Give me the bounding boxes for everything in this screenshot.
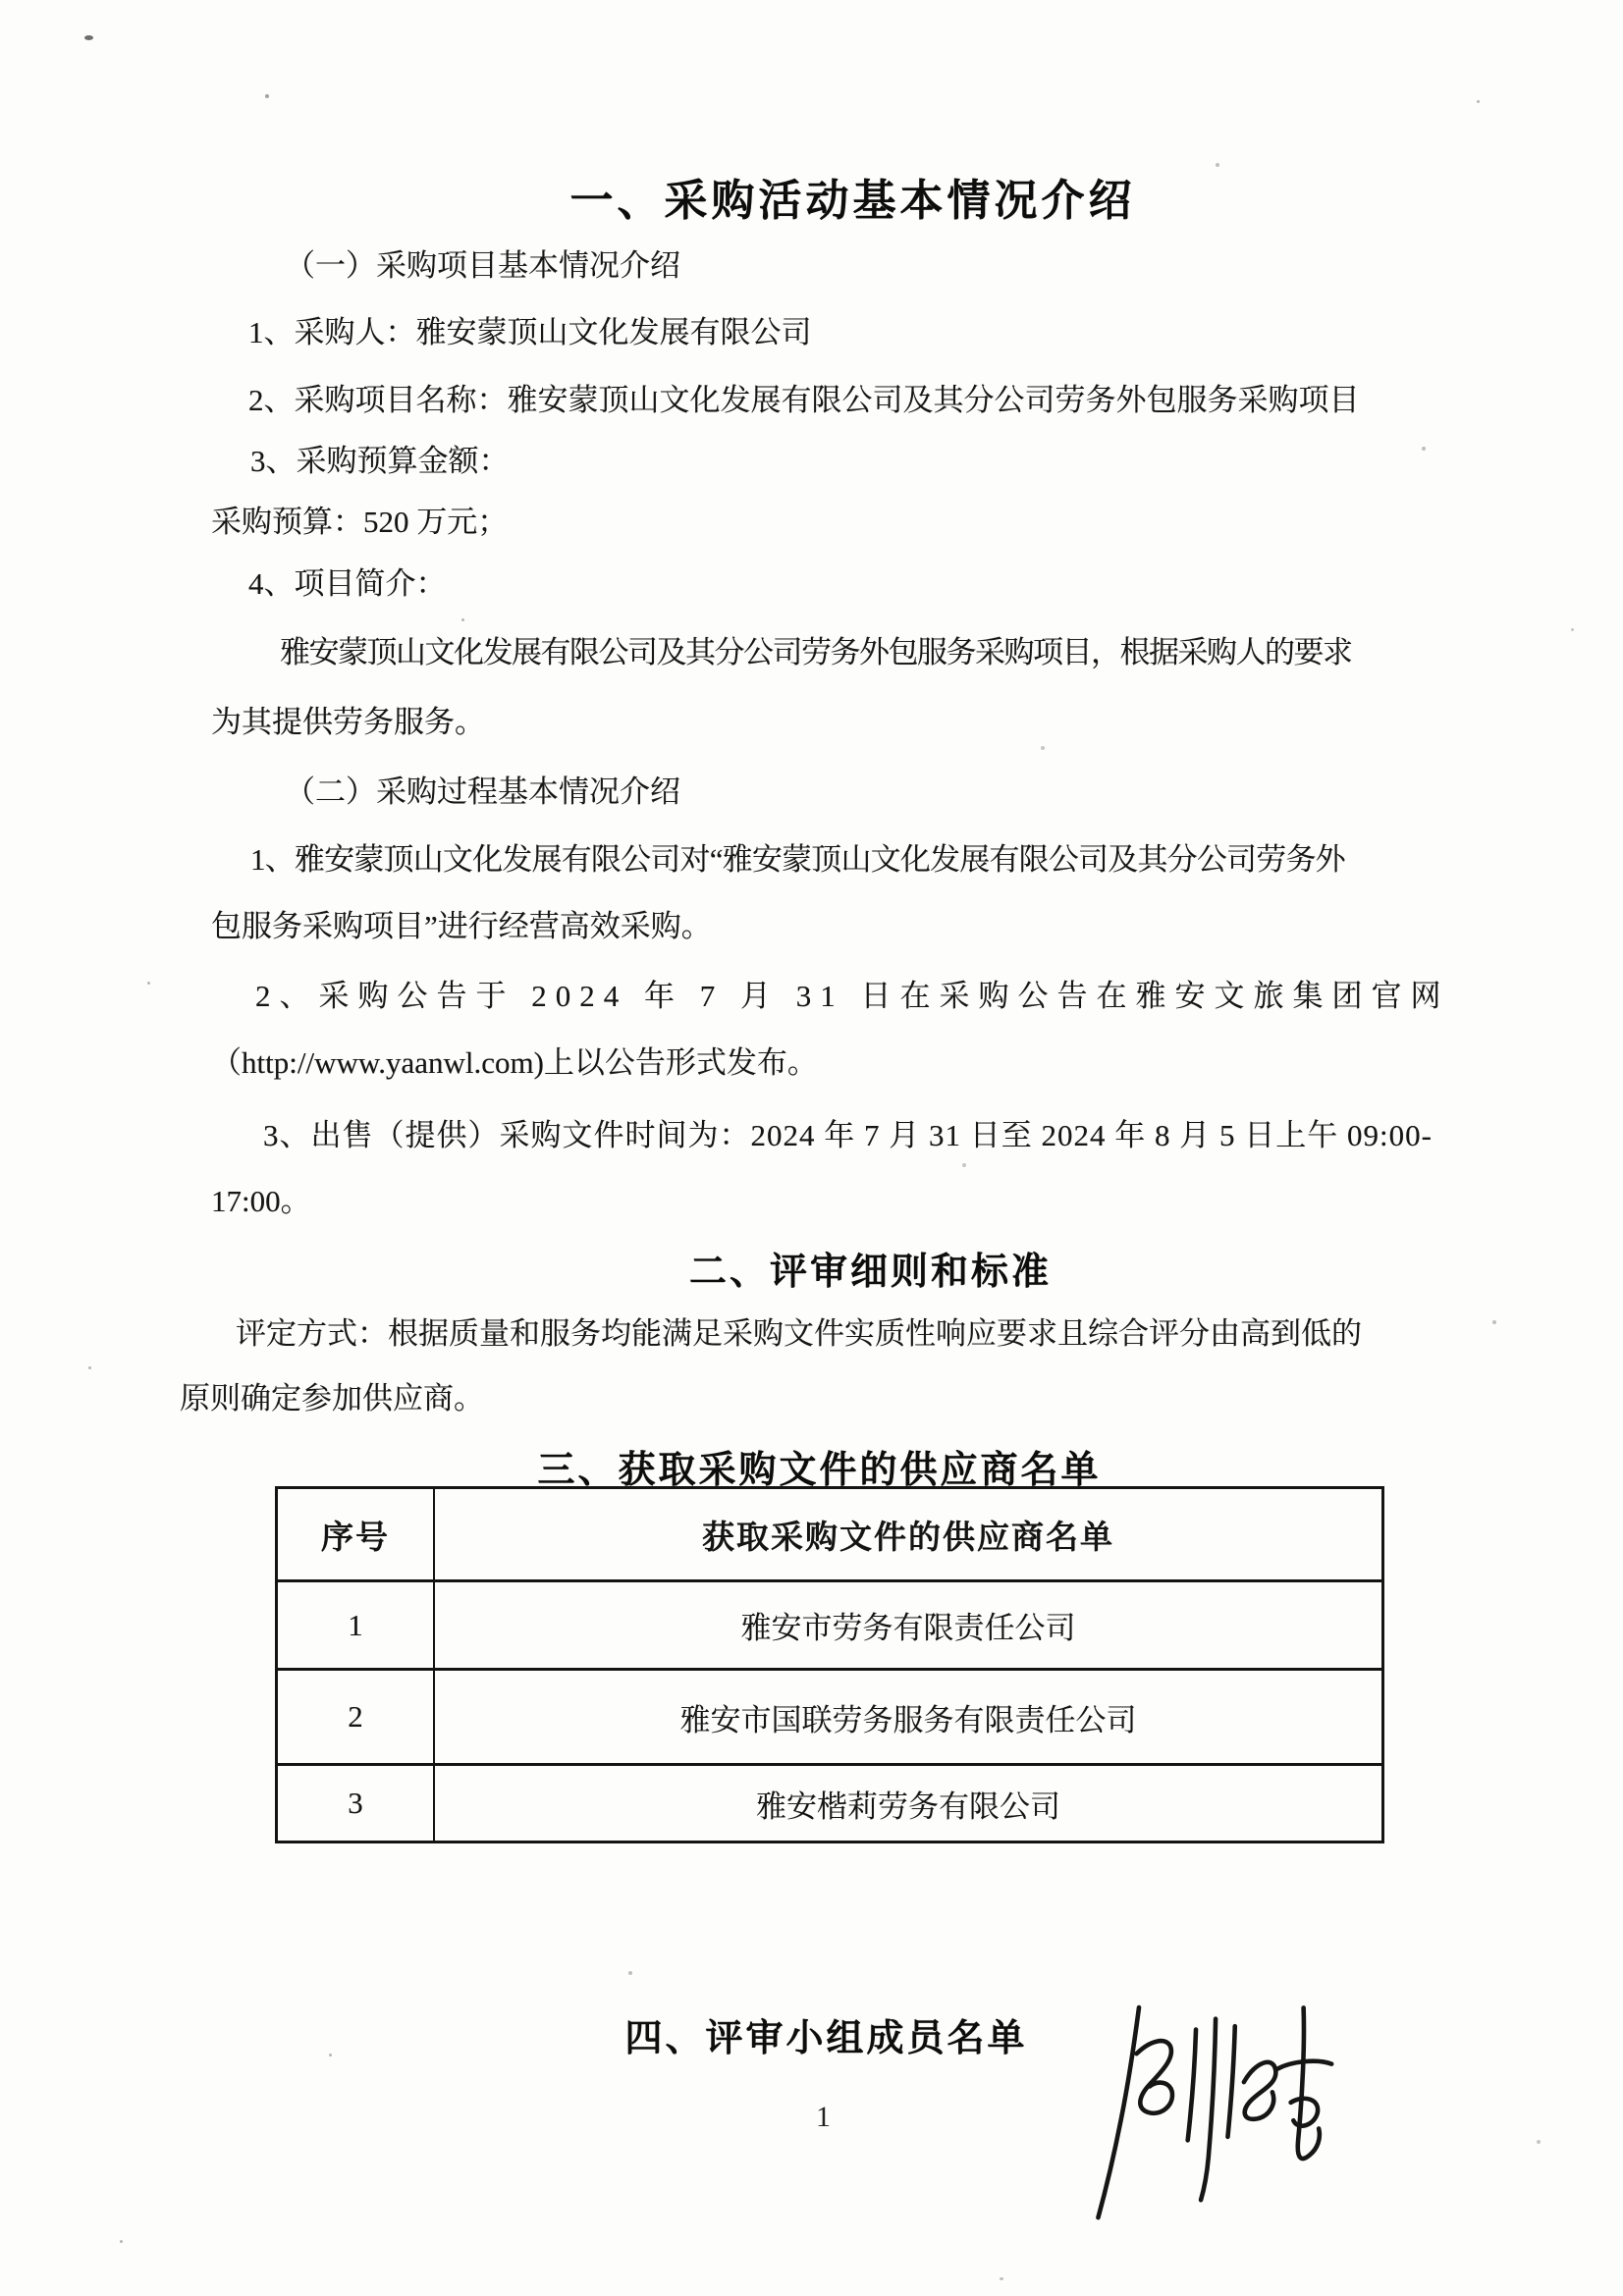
- section1-title: 一、采购活动基本情况介绍: [569, 177, 1136, 225]
- section2-title: 二、评审细则和标准: [688, 1252, 1052, 1293]
- supplier-table: [275, 1486, 1384, 1843]
- page-number: 1: [816, 2101, 831, 2133]
- section1-sub1: （一）采购项目基本情况介绍: [285, 248, 680, 283]
- section4-title: 四、评审小组成员名单: [624, 2018, 1028, 2059]
- table-row-2-name: 雅安市国联劳务服务有限责任公司: [433, 1668, 1381, 1763]
- budget-value-line: 采购预算：520 万元；: [211, 505, 509, 539]
- project-intro-text-line1: 雅安蒙顶山文化发展有限公司及其分公司劳务外包服务采购项目，根据采购人的要求: [280, 635, 1352, 669]
- table-row-1-name: 雅安市劳务有限责任公司: [433, 1579, 1381, 1668]
- purchaser-line: 1、采购人：雅安蒙顶山文化发展有限公司: [248, 315, 812, 349]
- table-header-no: 序号: [321, 1518, 390, 1555]
- table-row-3-name: 雅安楷莉劳务有限公司: [433, 1763, 1381, 1841]
- table-row-2-no: 2: [278, 1668, 433, 1763]
- section1-sub2: （二）采购过程基本情况介绍: [285, 774, 680, 809]
- process-item2-line2: （http://www.yaanwl.com)上以公告形式发布。: [211, 1045, 818, 1080]
- table-header-name: 获取采购文件的供应商名单: [433, 1489, 1381, 1579]
- table-row-3-no: 3: [278, 1763, 433, 1841]
- process-item1-line2: 包服务采购项目”进行经营高效采购。: [211, 909, 712, 943]
- process-item3-line1: 3、出售（提供）采购文件时间为：2024 年 7 月 31 日至 2024 年 8 月 5 日上午 09:00-: [263, 1118, 1433, 1152]
- project-intro-label: 4、项目简介：: [248, 566, 447, 601]
- process-item1-line1: 1、雅安蒙顶山文化发展有限公司对“雅安蒙顶山文化发展有限公司及其分公司劳务外: [250, 842, 1345, 877]
- evaluation-method-line2: 原则确定参加供应商。: [180, 1381, 484, 1415]
- table-row-1-no: 1: [278, 1579, 433, 1668]
- process-item2-line1: 2、采购公告于 2024 年 7 月 31 日在采购公告在雅安文旅集团官网: [255, 979, 1450, 1013]
- project-intro-text-line2: 为其提供劳务服务。: [211, 705, 485, 739]
- project-name-line: 2、采购项目名称：雅安蒙顶山文化发展有限公司及其分公司劳务外包服务采购项目: [248, 383, 1360, 417]
- budget-label-line: 3、采购预算金额：: [250, 444, 510, 478]
- process-item3-line2: 17:00。: [211, 1184, 311, 1218]
- evaluation-method-line1: 评定方式：根据质量和服务均能满足采购文件实质性响应要求且综合评分由高到低的: [236, 1316, 1362, 1351]
- section3-title: 三、获取采购文件的供应商名单: [537, 1450, 1102, 1491]
